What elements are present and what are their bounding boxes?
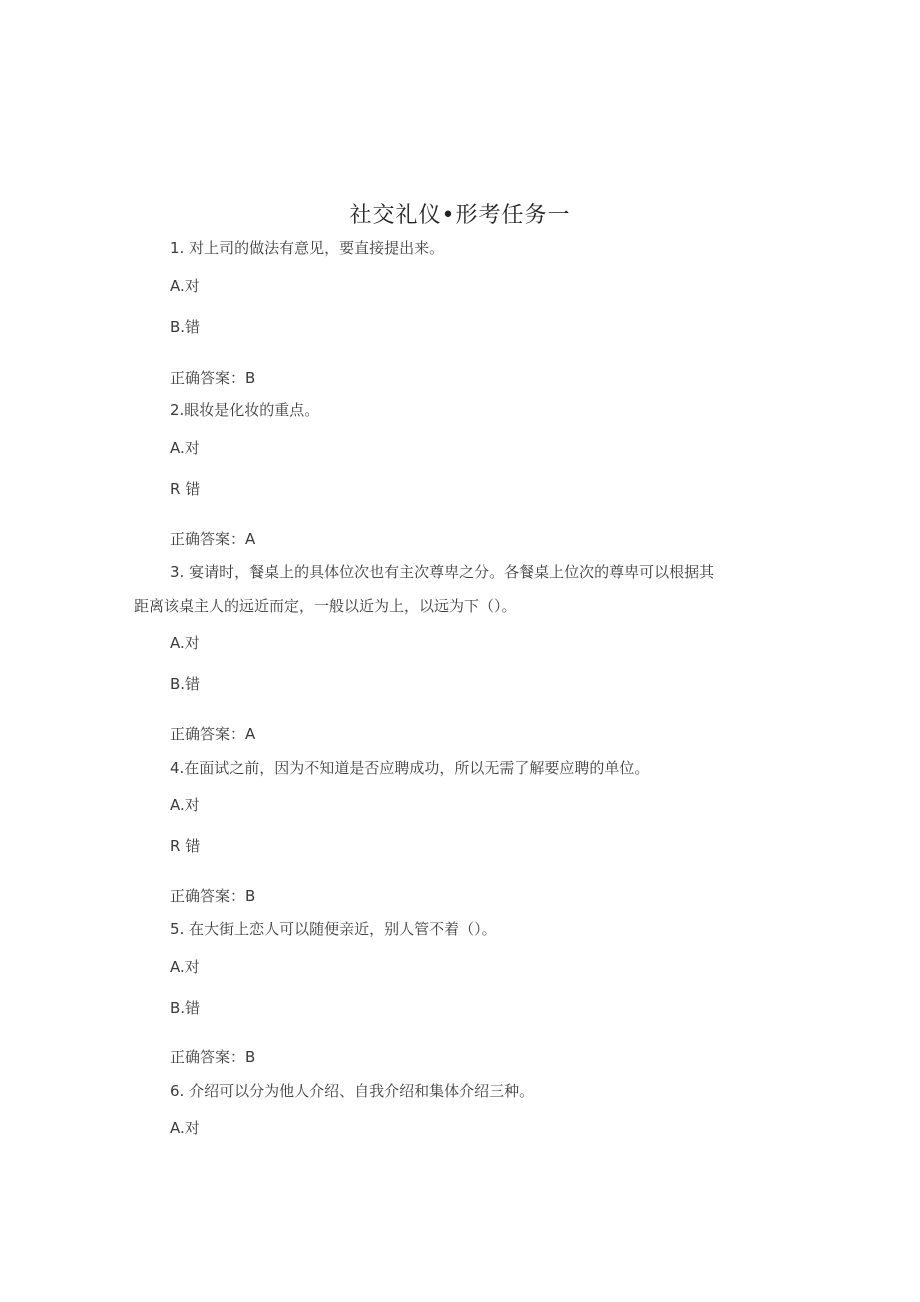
question-4-answer: 正确答案：B <box>170 887 256 905</box>
question-4-option-b: R 错 <box>170 837 201 855</box>
question-3-text-line1: 3. 宴请时，餐桌上的具体位次也有主次尊卑之分。各餐桌上位次的尊卑可以根据其 <box>170 563 715 581</box>
question-5-text: 5. 在大街上恋人可以随便亲近，别人管不着（）。 <box>170 920 497 938</box>
question-1-answer: 正确答案：B <box>170 369 256 387</box>
question-1-option-b: B.错 <box>170 318 201 336</box>
question-6-option-a: A.对 <box>170 1119 200 1137</box>
question-3-text-line2: 距离该桌主人的远近而定，一般以近为上，以远为下（）。 <box>134 597 517 615</box>
question-5-option-a: A.对 <box>170 958 200 976</box>
question-2-option-a: A.对 <box>170 439 200 457</box>
question-4-option-a: A.对 <box>170 796 200 814</box>
question-3-answer: 正确答案：A <box>170 725 256 743</box>
question-5-option-b: B.错 <box>170 999 201 1017</box>
question-2-option-b: R 错 <box>170 480 201 498</box>
page-title: 社交礼仪•形考任务一 <box>349 203 571 228</box>
question-3-option-a: A.对 <box>170 634 200 652</box>
question-6-text: 6. 介绍可以分为他人介绍、自我介绍和集体介绍三种。 <box>170 1082 535 1100</box>
question-2-answer: 正确答案：A <box>170 530 256 548</box>
question-4-text: 4.在面试之前，因为不知道是否应聘成功，所以无需了解要应聘的单位。 <box>170 759 650 777</box>
question-1-text: 1. 对上司的做法有意见，要直接提出来。 <box>170 239 445 257</box>
question-2-text: 2.眼妆是化妆的重点。 <box>170 401 320 419</box>
question-5-answer: 正确答案：B <box>170 1048 256 1066</box>
question-3-option-b: B.错 <box>170 675 201 693</box>
question-1-option-a: A.对 <box>170 277 200 295</box>
